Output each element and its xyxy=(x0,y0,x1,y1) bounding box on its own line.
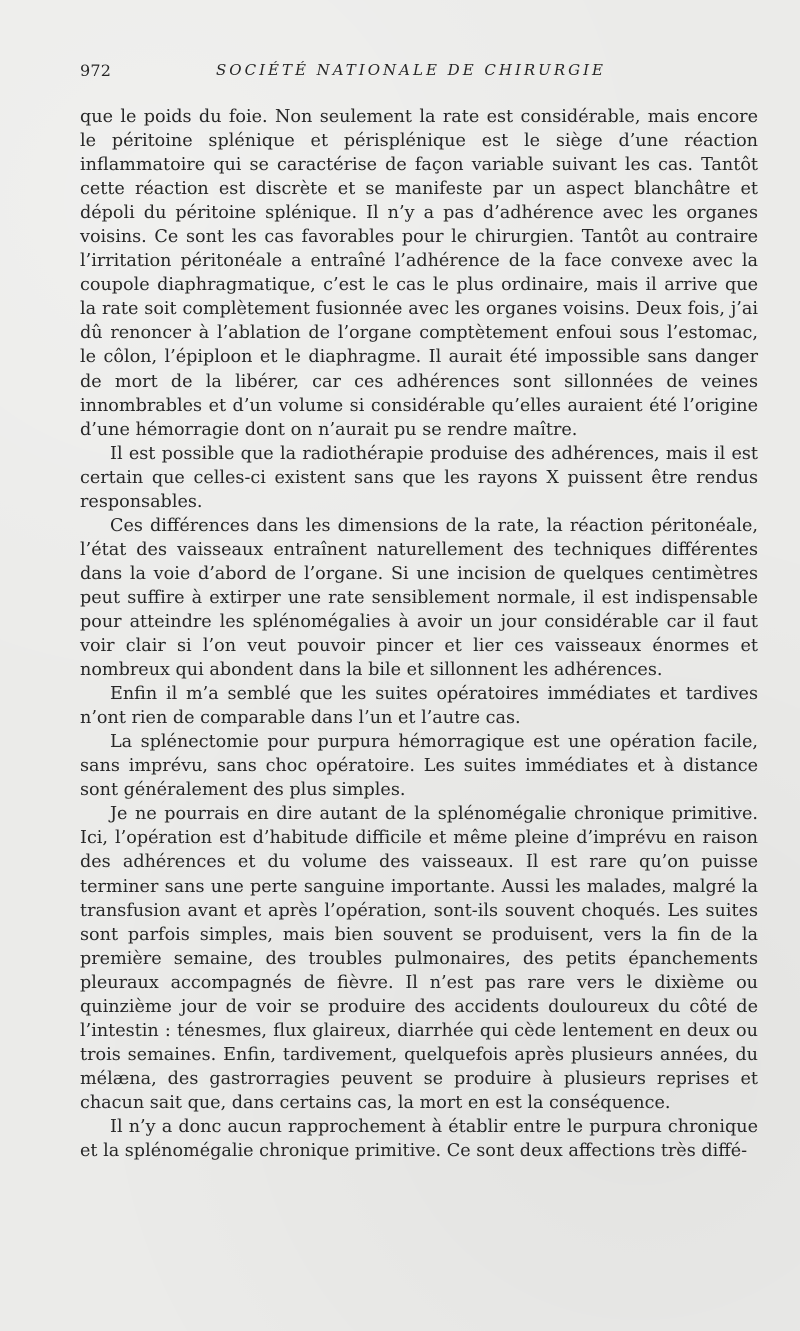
paragraph-operative-outcomes-intro: Enfin il m’a semblé que les suites opératoires immédiates et tardives n’ont rien de comparable dans l’un et l’autre cas. xyxy=(80,684,758,729)
paragraph-surgical-technique-differences: Ces différences dans les dimensions de la rate, la réaction péritonéale, l’état des vaisseaux entraînent naturellement des techniques différentes dans la voie d’abord de l’organe. Si une incision de quelques centimètres peut suffire à extirper une rate sensiblement normale, il est indispensable pour atteindre les splénomégalies à avoir un jour considérable car il faut voir clair si l’on veut pouvoir pincer et lier ces vaisseaux énormes et nombreux qui abondent dans la bile et sillonnent les adhérences. xyxy=(80,515,758,681)
article-body xyxy=(80,105,758,1163)
paragraph-purpura-splenectomy: La splénectomie pour purpura hémorragique est une opération facile, sans imprévu, sans choc opératoire. Les suites immédiates et à distance sont généralement des plus simples. xyxy=(80,732,758,801)
running-title: SOCIÉTÉ NATIONALE DE CHIRURGIE xyxy=(216,61,606,79)
paragraph-radiotherapy-adhesions: Il est possible que la radiothérapie produise des adhérences, mais il est certain que celles-ci existent sans que les rayons X puissent être rendus responsables. xyxy=(80,443,758,512)
page-header xyxy=(80,58,758,82)
paragraph-conclusion: Il n’y a donc aucun rapprochement à établir entre le purpura chronique et la splénomégalie chronique primitive. Ce sont deux affections très diffé- xyxy=(80,1116,758,1162)
page-number: 972 xyxy=(80,60,112,80)
paragraph-chronic-splenomegaly: Je ne pourrais en dire autant de la splénomégalie chronique primitive. Ici, l’opération est d’habitude difficile et même pleine d’imprévu en raison des adhérences et du volume des vaisseaux. Il est rare qu’on puisse terminer sans une perte sanguine importante. Aussi les malades, malgré la transfusion avant et après l’opération, sont-ils souvent choqués. Les suites sont parfois simples, mais bien souvent se produisent, vers la fin de la première semaine, des troubles pulmonaires, des petits épanchements pleuraux accompagnés de fièvre. Il n’est pas rare vers le dixième ou quinzième jour de voir se produire des accidents douloureux du côté de l’intestin : ténesmes, flux glaireux, diarrhée qui cède lentement en deux ou trois semaines. Enfin, tardivement, quelquefois après plusieurs années, du mélæna, des gastrorragies peuvent se produire à plusieurs reprises et chacun sait que, dans certains cas, la mort en est la conséquence. xyxy=(80,804,758,1113)
paragraph-continued-from-previous-page: que le poids du foie. Non seulement la rate est considérable, mais encore le péritoine splénique et périsplénique est le siège d’une réaction inflammatoire qui se caractérise de façon variable suivant les cas. Tantôt cette réaction est discrète et se manifeste par un aspect blanchâtre et dépoli du péritoine splénique. Il n’y a pas d’adhérence avec les organes voisins. Ce sont les cas favorables pour le chirurgien. Tantôt au contraire l’irritation péritonéale a entraîné l’adhérence de la face convexe avec la coupole diaphragmatique, c’est le cas le plus ordinaire, mais il arrive que la rate soit complètement fusionnée avec les organes voisins. Deux fois, j’ai dû renoncer à l’ablation de l’organe comptètement enfoui sous l’estomac, le côlon, l’épiploon et le diaphragme. Il aurait été impossible sans danger de mort de la libérer, car ces adhérences sont sillonnées de veines innombrables et d’un volume si considérable qu’elles auraient été l’origine d’une hémorragie dont on n’aurait pu se rendre maître. xyxy=(80,107,758,440)
